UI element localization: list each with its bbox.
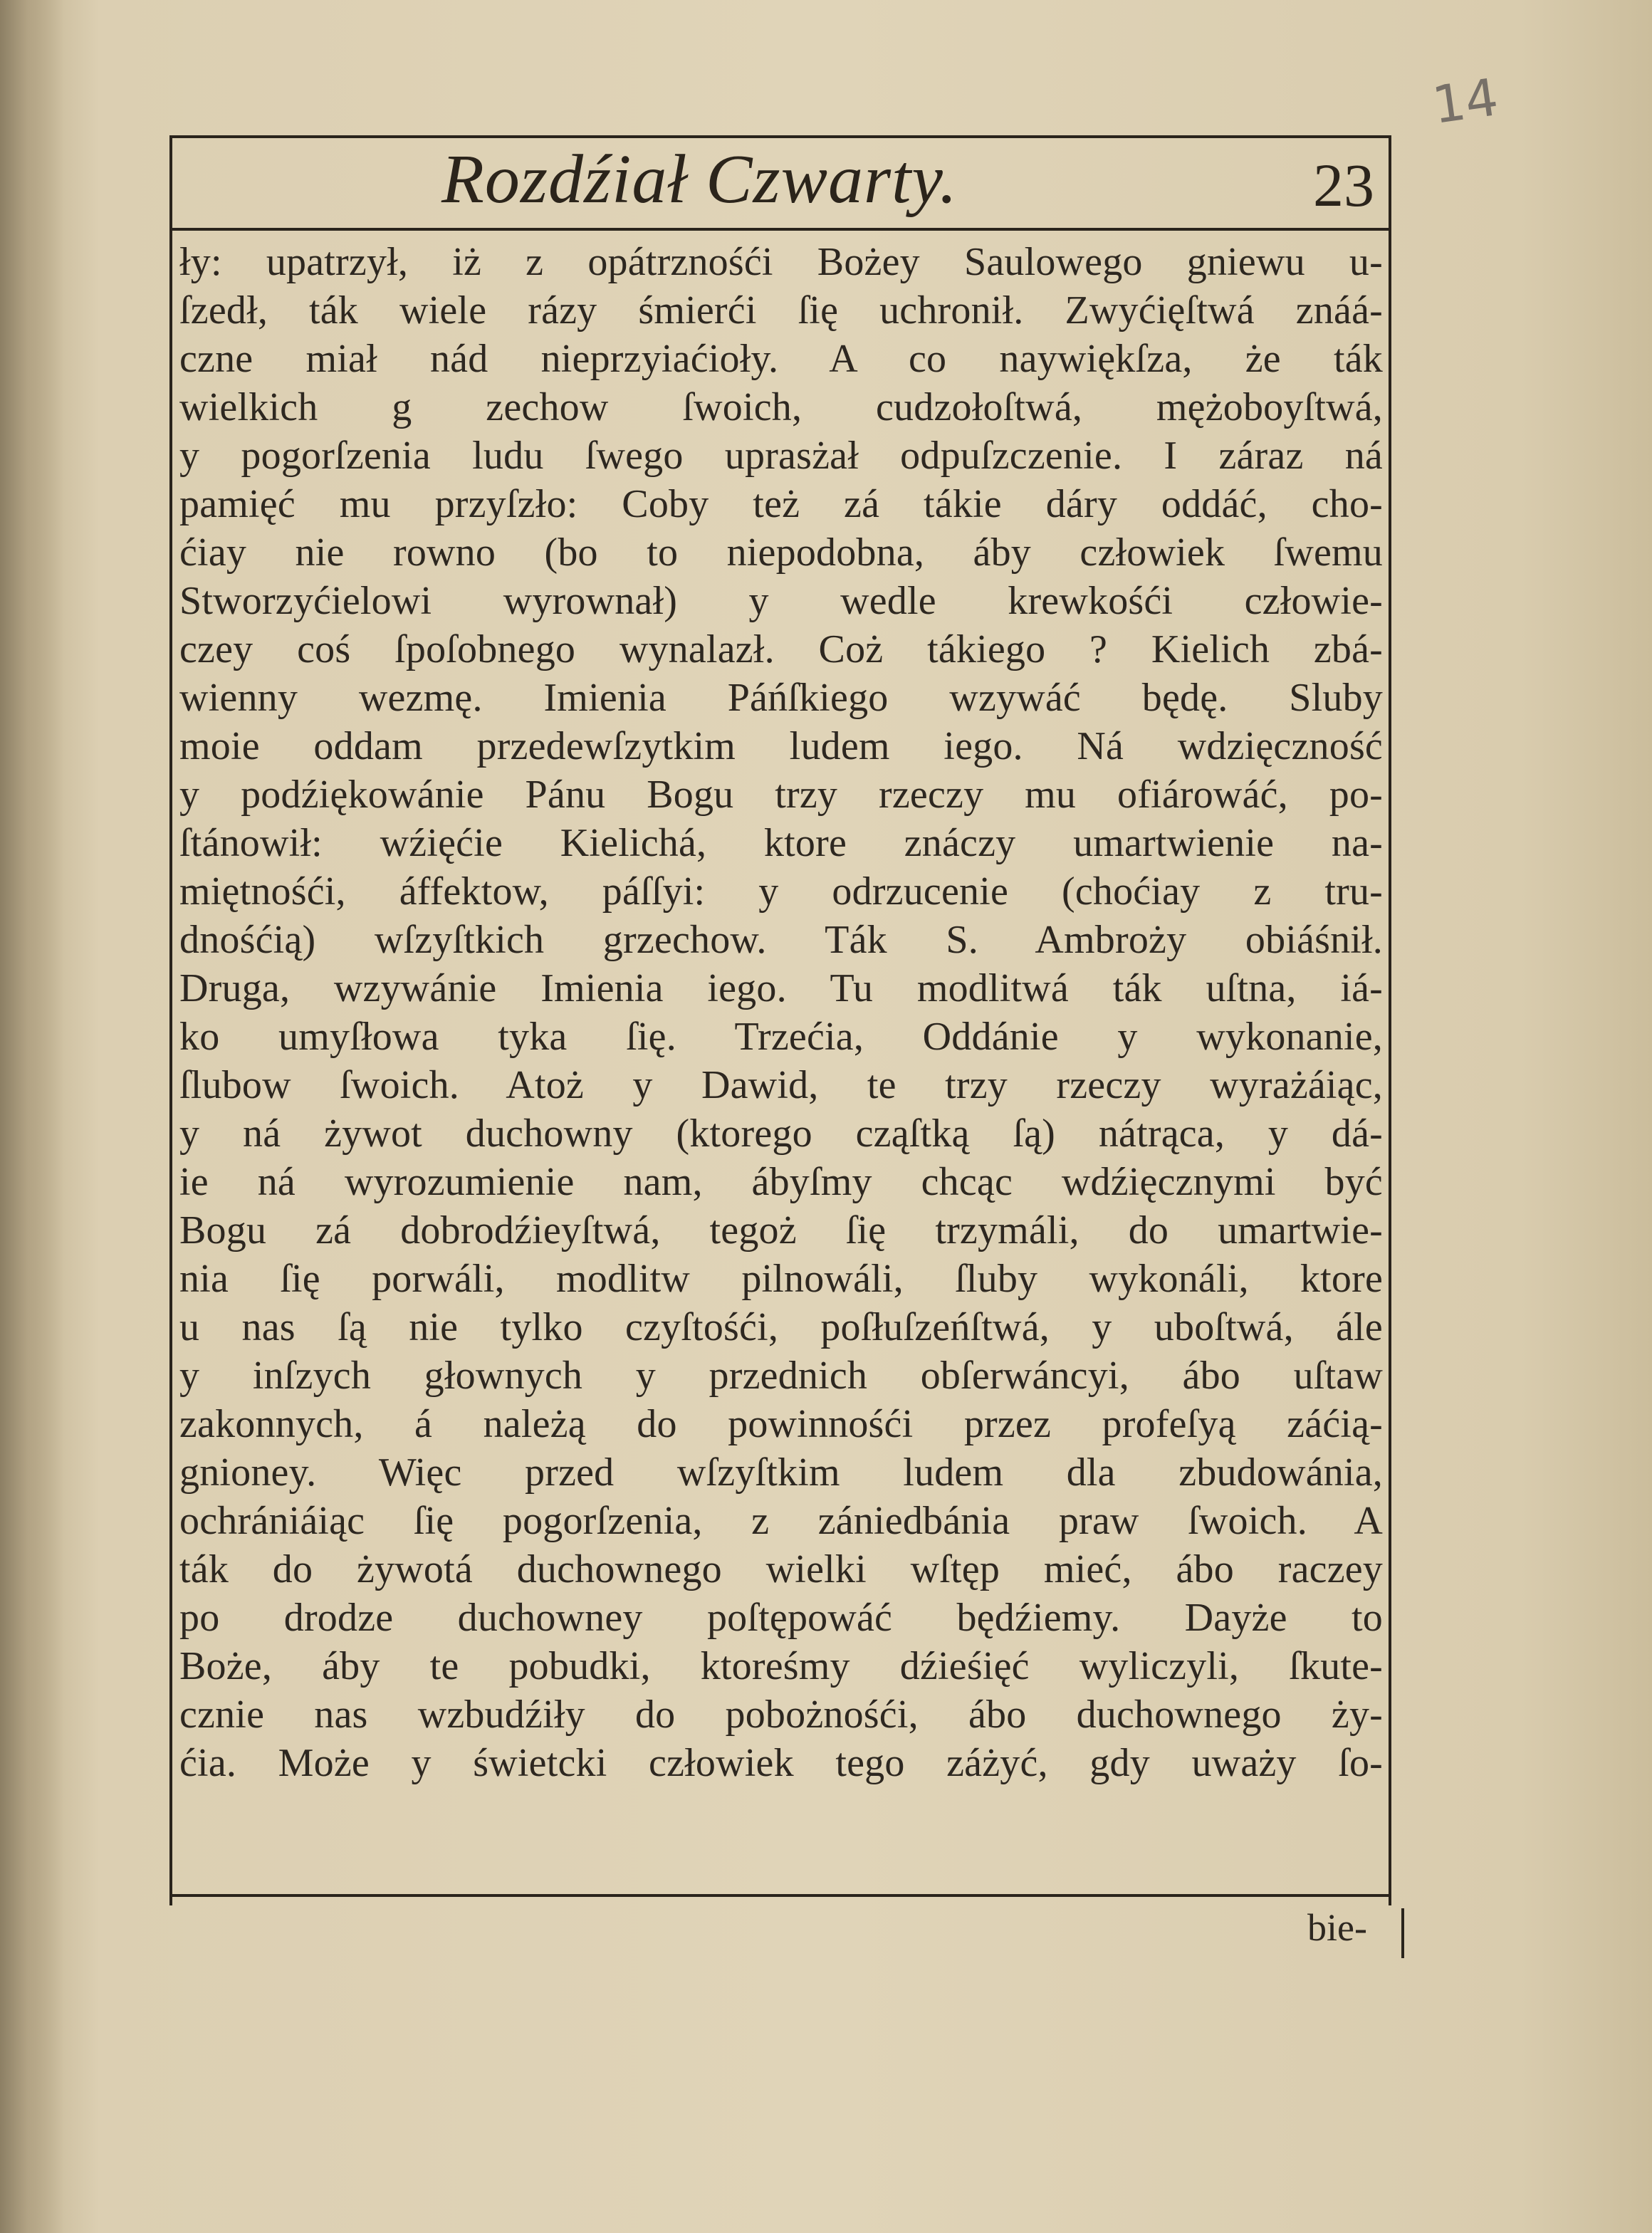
text-line: ták do żywotá duchownego wielki wſtęp mieć, ábo raczey [179,1547,1383,1591]
text-line: ko umyſłowa tyka ſię. Trzećia, Oddánie y wykonanie, [179,1015,1383,1059]
text-line: pamięć mu przyſzło: Coby też zá tákie dáry oddáć, cho- [179,482,1383,526]
text-line: ły: upatrzył, iż z opátrznośći Bożey Saulowego gniewu u- [179,240,1383,284]
text-line: y pogorſzenia ludu ſwego uprasżał odpuſzczenie. I záraz ná [179,434,1383,478]
text-line: wienny wezmę. Imienia Páńſkiego wzywáć będę. Sluby [179,676,1383,720]
text-line: cznie nas wzbudźiły do pobożnośći, ábo duchownego ży- [179,1693,1383,1737]
text-line: ſzedł, ták wiele rázy śmierći ſię uchronił. Zwyćięſtwá znáá- [179,288,1383,333]
binding-gutter [0,0,64,2233]
pencil-folio-note: 14 [1428,67,1502,135]
text-line: miętnośći, áffektow, páſſyi: y odrzucenie (choćiay z tru- [179,869,1383,914]
margin-stroke [1401,1908,1404,1958]
body-text [179,238,1383,1787]
text-line: moie oddam przedewſzytkim ludem iego. Ná wdzięczność [179,724,1383,768]
text-line: Stworzyćielowi wyrownał) y wedle krewkośći człowie- [179,579,1383,623]
text-line: ſlubow ſwoich. Atoż y Dawid, te trzy rzeczy wyrażáiąc, [179,1063,1383,1107]
text-line: ie ná wyrozumienie nam, ábyſmy chcąc wdźięcznymi być [179,1160,1383,1204]
bottom-rule [169,1894,1391,1897]
text-line: gnioney. Więc przed wſzyſtkim ludem dla zbudowánia, [179,1450,1383,1495]
text-line: y ná żywot duchowny (ktorego cząſtką ſą) nátrąca, y dá- [179,1112,1383,1156]
text-line: zakonnych, á należą do powinnośći przez profeſyą záćią- [179,1402,1383,1446]
text-line: ſtánowił: wźięćie Kielichá, ktore znáczy umartwienie na- [179,821,1383,865]
text-line: po drodze duchowney poſtępowáć będźiemy. Dayże to [179,1596,1383,1640]
text-line: ochrániáiąc ſię pogorſzenia, z zániedbánia praw ſwoich. A [179,1499,1383,1543]
text-line: dnośćią) wſzyſtkich grzechow. Ták S. Ambroży obiáśnił. [179,918,1383,962]
text-line: nia ſię porwáli, modlitw pilnowáli, ſluby wykonáli, ktore [179,1257,1383,1301]
header-rule [169,228,1391,231]
text-line: czne miał nád nieprzyiaćioły. A co naywiękſza, że ták [179,337,1383,381]
text-line: y podźiękowánie Pánu Bogu trzy rzeczy mu ofiárowáć, po- [179,773,1383,817]
text-line: Bogu zá dobrodźieyſtwá, tegoż ſię trzymáli, do umartwie- [179,1208,1383,1253]
text-line: wielkich g zechow ſwoich, cudzołoſtwá, mężoboyſtwá, [179,385,1383,429]
running-head-title: Rozdźiał Czwarty. [441,141,958,218]
text-line: ćiay nie rowno (bo to niepodobna, áby człowiek ſwemu [179,530,1383,575]
text-line: y inſzych głownych y przednich obſerwáncyi, ábo uſtaw [179,1354,1383,1398]
text-line: u nas ſą nie tylko czyſtośći, poſłuſzeńſtwá, y uboſtwá, ále [179,1305,1383,1349]
page-number: 23 [1313,151,1374,219]
text-line: ćia. Może y świetcki człowiek tego záżyć, gdy uważy ſo- [179,1741,1383,1785]
text-line: czey coś ſpoſobnego wynalazł. Coż tákiego ? Kielich zbá- [179,627,1383,671]
catchword: bie- [1307,1906,1367,1949]
text-line: Druga, wzywánie Imienia iego. Tu modlitwá ták uſtna, iá- [179,966,1383,1010]
text-line: Boże, áby te pobudki, ktoreśmy dźieśięć wyliczyli, ſkute- [179,1644,1383,1688]
